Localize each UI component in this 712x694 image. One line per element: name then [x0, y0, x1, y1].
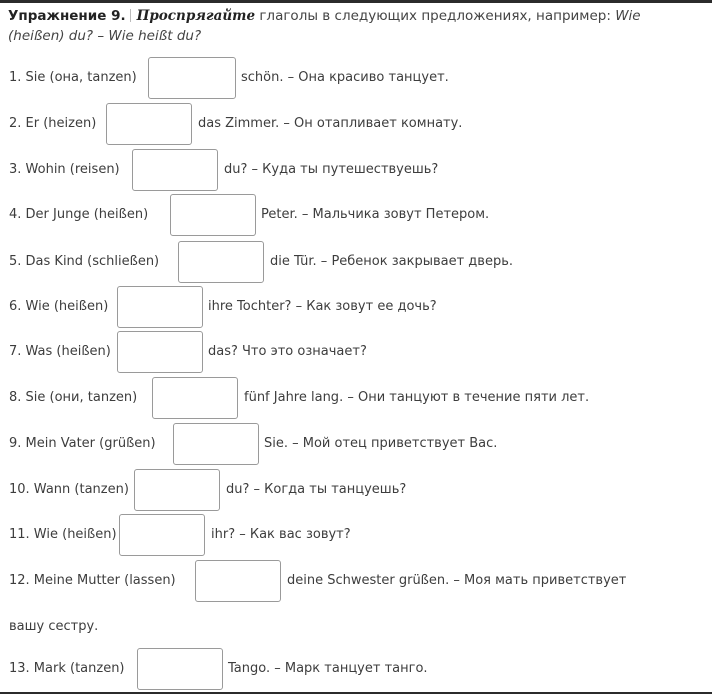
row-suffix: das Zimmer. – Он отапливает комнату.: [198, 116, 463, 131]
row-prefix: 1. Sie (она, tanzen): [9, 70, 137, 85]
row-suffix: das? Что это означает?: [208, 344, 367, 359]
row-prefix: 2. Er (heizen): [9, 116, 97, 131]
exercise-row-8: [0, 377, 712, 421]
row-prefix: 6. Wie (heißen): [9, 299, 109, 314]
example-line1: Wie: [615, 8, 641, 24]
row-prefix: 13. Mark (tanzen): [9, 661, 125, 676]
answer-box-2[interactable]: [106, 103, 192, 145]
exercise-row-13: [0, 648, 712, 692]
answer-box-13[interactable]: [137, 648, 223, 690]
row-suffix: du? – Когда ты танцуешь?: [226, 482, 407, 497]
row-prefix: 7. Was (heißen): [9, 344, 111, 359]
exercise-row-9: [0, 423, 712, 467]
exercise-row-4: [0, 194, 712, 238]
row-suffix: du? – Куда ты путешествуешь?: [224, 162, 439, 177]
exercise-row-11: [0, 514, 712, 558]
exercise-row-12: [0, 560, 712, 604]
answer-box-3[interactable]: [132, 149, 218, 191]
exercise-row-10: [0, 469, 712, 513]
row-prefix: 3. Wohin (reisen): [9, 162, 120, 177]
exercise-row-5: [0, 241, 712, 285]
row-suffix: deine Schwester grüßen. – Моя мать приветствует: [287, 573, 627, 588]
exercise-row-1: [0, 57, 712, 101]
answer-box-1[interactable]: [148, 57, 236, 99]
header-separator: [130, 9, 131, 22]
top-border: [0, 0, 712, 3]
row-suffix: Sie. – Мой отец приветствует Вас.: [264, 436, 498, 451]
row-suffix: schön. – Она красиво танцует.: [241, 70, 449, 85]
instruction-text: глаголы в следующих предложениях, например:: [259, 8, 611, 24]
exercise-row-2: [0, 103, 712, 147]
answer-box-12[interactable]: [195, 560, 281, 602]
row-suffix: die Tür. – Ребенок закрывает дверь.: [270, 254, 514, 269]
answer-box-6[interactable]: [117, 286, 203, 328]
answer-box-5[interactable]: [178, 241, 264, 283]
exercise-row-3: [0, 149, 712, 193]
row-prefix: 12. Meine Mutter (lassen): [9, 573, 176, 588]
answer-box-9[interactable]: [173, 423, 259, 465]
row-suffix: fünf Jahre lang. – Они танцуют в течение пяти лет.: [244, 390, 590, 405]
row-prefix: 11. Wie (heißen): [9, 527, 117, 542]
answer-box-10[interactable]: [134, 469, 220, 511]
exercise-label: Упражнение 9.: [8, 8, 126, 24]
row-prefix: 5. Das Kind (schließen): [9, 254, 160, 269]
row-suffix: ihre Tochter? – Как зовут ее дочь?: [208, 299, 437, 314]
answer-box-11[interactable]: [119, 514, 205, 556]
row-prefix: 4. Der Junge (heißen): [9, 207, 149, 222]
instruction-title: Проспрягайте: [136, 8, 256, 24]
exercise-header: [8, 6, 704, 46]
answer-box-8[interactable]: [152, 377, 238, 419]
row-prefix: 10. Wann (tanzen): [9, 482, 129, 497]
row-12-continuation: вашу сестру.: [9, 619, 99, 634]
answer-box-4[interactable]: [170, 194, 256, 236]
row-suffix: ihr? – Как вас зовут?: [211, 527, 351, 542]
row-suffix: Peter. – Мальчика зовут Петером.: [261, 207, 490, 222]
row-prefix: 9. Mein Vater (grüßen): [9, 436, 156, 451]
exercise-row-7: [0, 331, 712, 375]
row-prefix: 8. Sie (они, tanzen): [9, 390, 138, 405]
example-line2: (heißen) du? – Wie heißt du?: [8, 28, 202, 44]
answer-box-7[interactable]: [117, 331, 203, 373]
exercise-row-6: [0, 286, 712, 330]
row-suffix: Tango. – Марк танцует танго.: [228, 661, 428, 676]
